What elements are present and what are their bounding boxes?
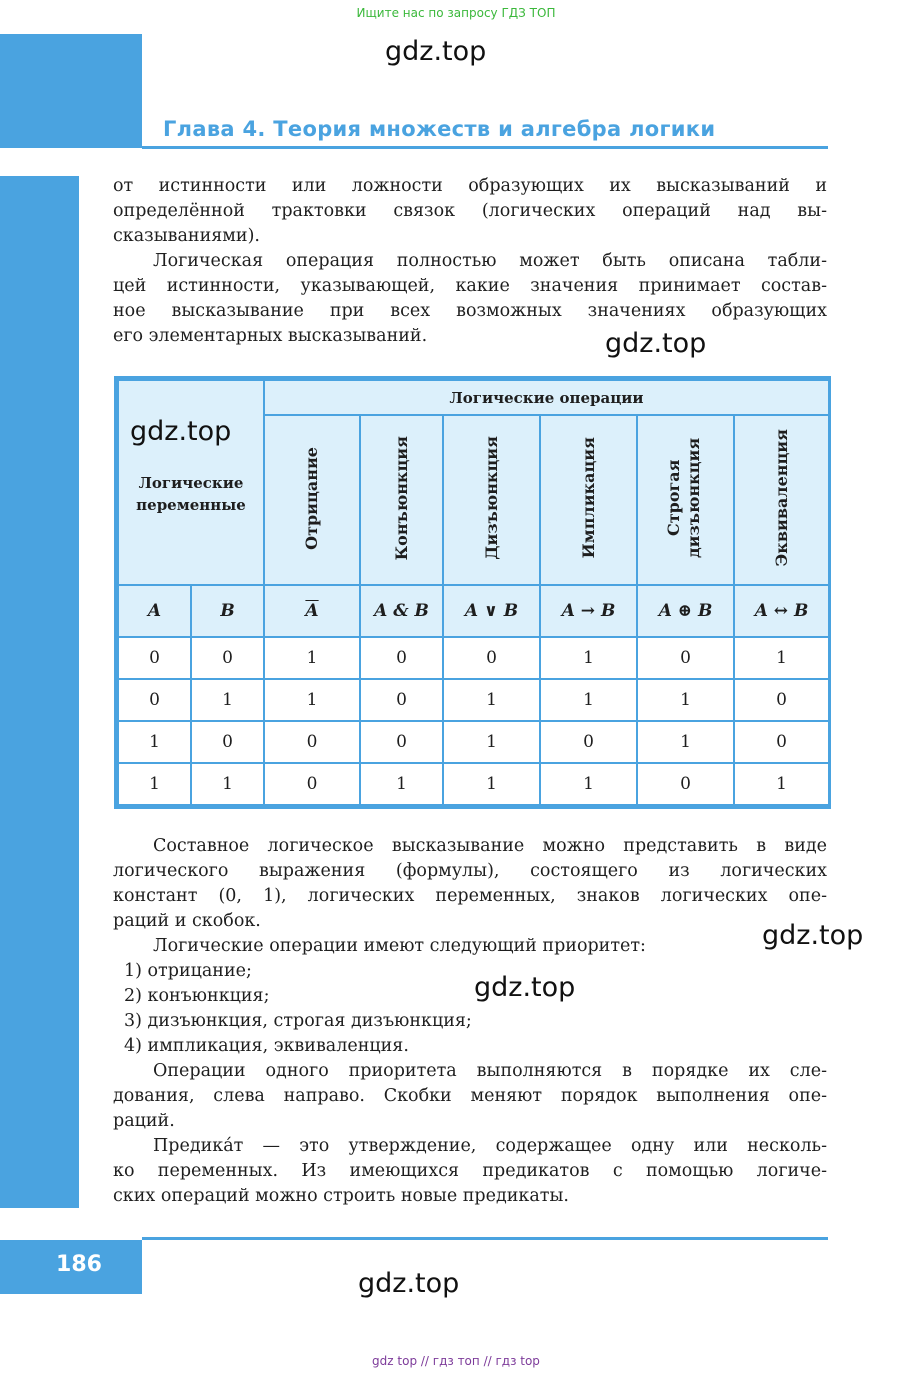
table-cell: 1: [443, 679, 540, 721]
symbol: A & B: [374, 601, 429, 621]
table-cell: 1: [637, 721, 734, 763]
list-item: 1) отрицание;: [124, 961, 252, 981]
paragraph-4: [113, 1059, 827, 1134]
watermark: gdz.top: [358, 1268, 460, 1299]
op-header-cell: [734, 415, 829, 585]
table-cell: 1: [118, 763, 191, 805]
chapter-title: Глава 4. Теория множеств и алгебра логики: [163, 117, 716, 141]
vars-header: Логические переменные: [136, 473, 246, 514]
op-name: Конъюнкция: [391, 435, 411, 561]
text-line: раций.: [113, 1111, 175, 1131]
table-cell: 0: [264, 763, 360, 805]
op-header-cell: [540, 415, 637, 585]
header-color-block: [0, 34, 142, 148]
table-cell: 0: [118, 637, 191, 679]
list-item: 2) конъюнкция;: [124, 986, 270, 1006]
list-item: 3) дизъюнкция, строгая дизъюнкция;: [124, 1011, 472, 1031]
op-header-cell: [264, 415, 360, 585]
table-cell: 1: [540, 679, 637, 721]
header-rule: [142, 146, 828, 149]
text-line: ских операций можно строить новые предикаты.: [113, 1186, 569, 1206]
table-cell: 0: [264, 721, 360, 763]
symbol-cell: [540, 585, 637, 637]
text-line: Операции одного приоритета выполняются в порядке их сле-: [153, 1061, 827, 1081]
symbol: A ↔ B: [754, 601, 809, 621]
table-cell: 0: [360, 721, 443, 763]
side-color-bar: [0, 176, 79, 1208]
text-line: дования, слева направо. Скобки меняют порядок выполнения опе-: [113, 1086, 827, 1106]
table-cell: 0: [443, 637, 540, 679]
table-row: [118, 637, 829, 679]
table-cell: 1: [443, 763, 540, 805]
symbol-cell: [264, 585, 360, 637]
symbol: A ∨ B: [464, 601, 519, 621]
text-line: от истинности или ложности образующих их высказываний и: [113, 176, 827, 196]
table-cell: 1: [360, 763, 443, 805]
table-cell: 1: [191, 679, 264, 721]
watermark: gdz.top: [474, 972, 576, 1003]
symbol: A ⊕ B: [658, 601, 713, 621]
table-cell: 1: [540, 637, 637, 679]
table-cell: 0: [191, 721, 264, 763]
list-item: 4) импликация, эквиваленция.: [124, 1036, 409, 1056]
table-row: [118, 679, 829, 721]
table-cell: 1: [734, 637, 829, 679]
symbol-cell: [443, 585, 540, 637]
watermark: gdz.top: [605, 328, 707, 359]
symbol-cell: [637, 585, 734, 637]
bottom-links[interactable]: gdz top // гдз топ // гдз top: [372, 1354, 540, 1368]
table-cell: 1: [264, 679, 360, 721]
top-banner: Ищите нас по запросу ГДЗ ТОП: [356, 6, 556, 20]
priority-intro: Логические операции имеют следующий приоритет:: [153, 936, 646, 956]
table-cell: 0: [360, 679, 443, 721]
table-cell: 1: [637, 679, 734, 721]
vars-header-cell: [118, 380, 264, 585]
symbol: A: [147, 601, 162, 621]
table-cell: 1: [540, 763, 637, 805]
paragraph-2: [113, 249, 827, 349]
table-cell: 1: [264, 637, 360, 679]
op-header-cell: [443, 415, 540, 585]
table-cell: 0: [637, 763, 734, 805]
paragraph-3: [113, 834, 827, 934]
symbol-cell: [734, 585, 829, 637]
table-cell: 0: [360, 637, 443, 679]
page-number: 186: [56, 1252, 102, 1277]
watermark: gdz.top: [130, 416, 232, 447]
table-cell: 1: [734, 763, 829, 805]
table-cell: 0: [540, 721, 637, 763]
paragraph-5: [113, 1134, 827, 1209]
priority-list: [124, 959, 472, 1059]
watermark: gdz.top: [385, 36, 487, 67]
text-line: цей истинности, указывающей, какие значения принимает состав-: [113, 276, 827, 296]
text-line: сказываниями).: [113, 226, 260, 246]
op-name: Отрицание: [302, 446, 322, 550]
symbol-cell: [191, 585, 264, 637]
table-cell: 1: [118, 721, 191, 763]
table-row: [118, 763, 829, 805]
op-header-cell: [360, 415, 443, 585]
text-line: его элементарных высказываний.: [113, 326, 428, 346]
text-line: ное высказывание при всех возможных значениях образующих: [113, 301, 827, 321]
text-line: Логическая операция полностью может быть описана табли-: [153, 251, 827, 271]
op-name: Строгая дизъюнкция: [663, 437, 703, 559]
op-name: Дизъюнкция: [481, 436, 501, 560]
text-line: раций и скобок.: [113, 911, 261, 931]
text-line: логического выражения (формулы), состоящего из логических: [113, 861, 827, 881]
text-line: ко переменных. Из имеющихся предикатов с помощью логиче-: [113, 1161, 827, 1181]
ops-header-cell: [264, 380, 829, 415]
symbol-cell: [118, 585, 191, 637]
text-line: Составное логическое высказывание можно представить в виде: [153, 836, 827, 856]
text-line: Предика́т — это утверждение, содержащее одну или несколь-: [153, 1136, 827, 1156]
op-header-cell: [637, 415, 734, 585]
op-name: Эквиваленция: [771, 429, 791, 567]
symbol: B: [220, 601, 235, 621]
table-cell: 0: [191, 637, 264, 679]
footer-rule: [142, 1237, 828, 1240]
table-cell: 0: [734, 679, 829, 721]
table-row: [118, 721, 829, 763]
symbol-cell: [360, 585, 443, 637]
text-line: констант (0, 1), логических переменных, знаков логических опе-: [113, 886, 827, 906]
op-name: Импликация: [578, 437, 598, 559]
table-cell: 0: [637, 637, 734, 679]
ops-header: Логические операции: [449, 389, 644, 407]
symbol: A → B: [561, 601, 616, 621]
paragraph-1: [113, 174, 827, 249]
watermark: gdz.top: [762, 920, 864, 951]
text-line: определённой трактовки связок (логических операций над вы-: [113, 201, 827, 221]
table-cell: 0: [734, 721, 829, 763]
table-cell: 1: [443, 721, 540, 763]
table-cell: 1: [191, 763, 264, 805]
symbol: $\overline{A}$: [305, 601, 319, 621]
table-cell: 0: [118, 679, 191, 721]
